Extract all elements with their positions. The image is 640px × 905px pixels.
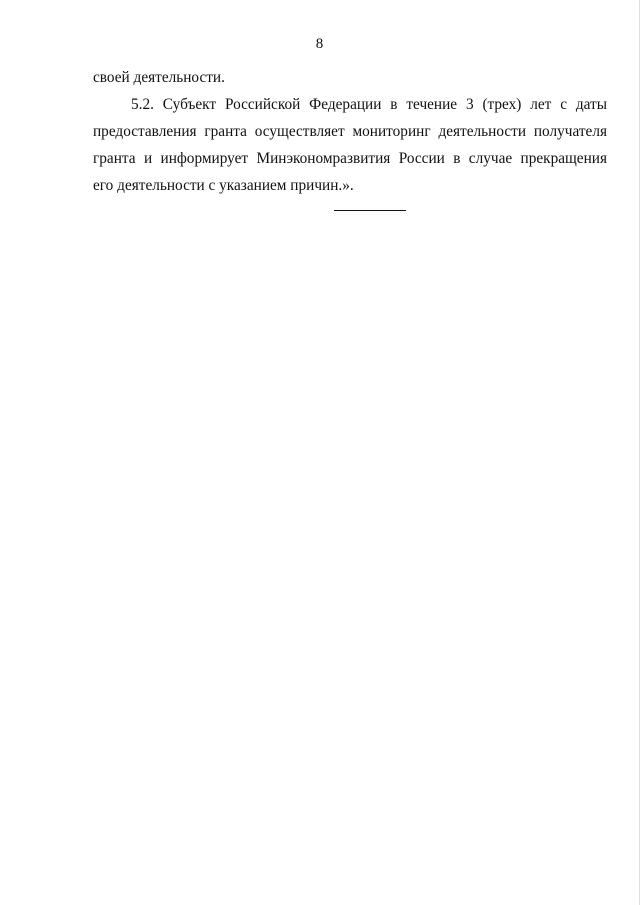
text-line: предоставления гранта осуществляет мониторинг деятельности получателя — [93, 123, 607, 140]
end-separator-line — [334, 210, 406, 211]
text-line: гранта и информирует Минэкономразвития России в случае прекращения — [93, 150, 607, 167]
text-line: его деятельности с указанием причин.». — [93, 177, 354, 194]
text-line: 5.2. Субъект Российской Федерации в течение 3 (трех) лет с даты — [131, 96, 607, 113]
text-line: своей деятельности. — [93, 69, 225, 86]
page-number: 8 — [315, 36, 324, 52]
document-body — [93, 64, 607, 199]
